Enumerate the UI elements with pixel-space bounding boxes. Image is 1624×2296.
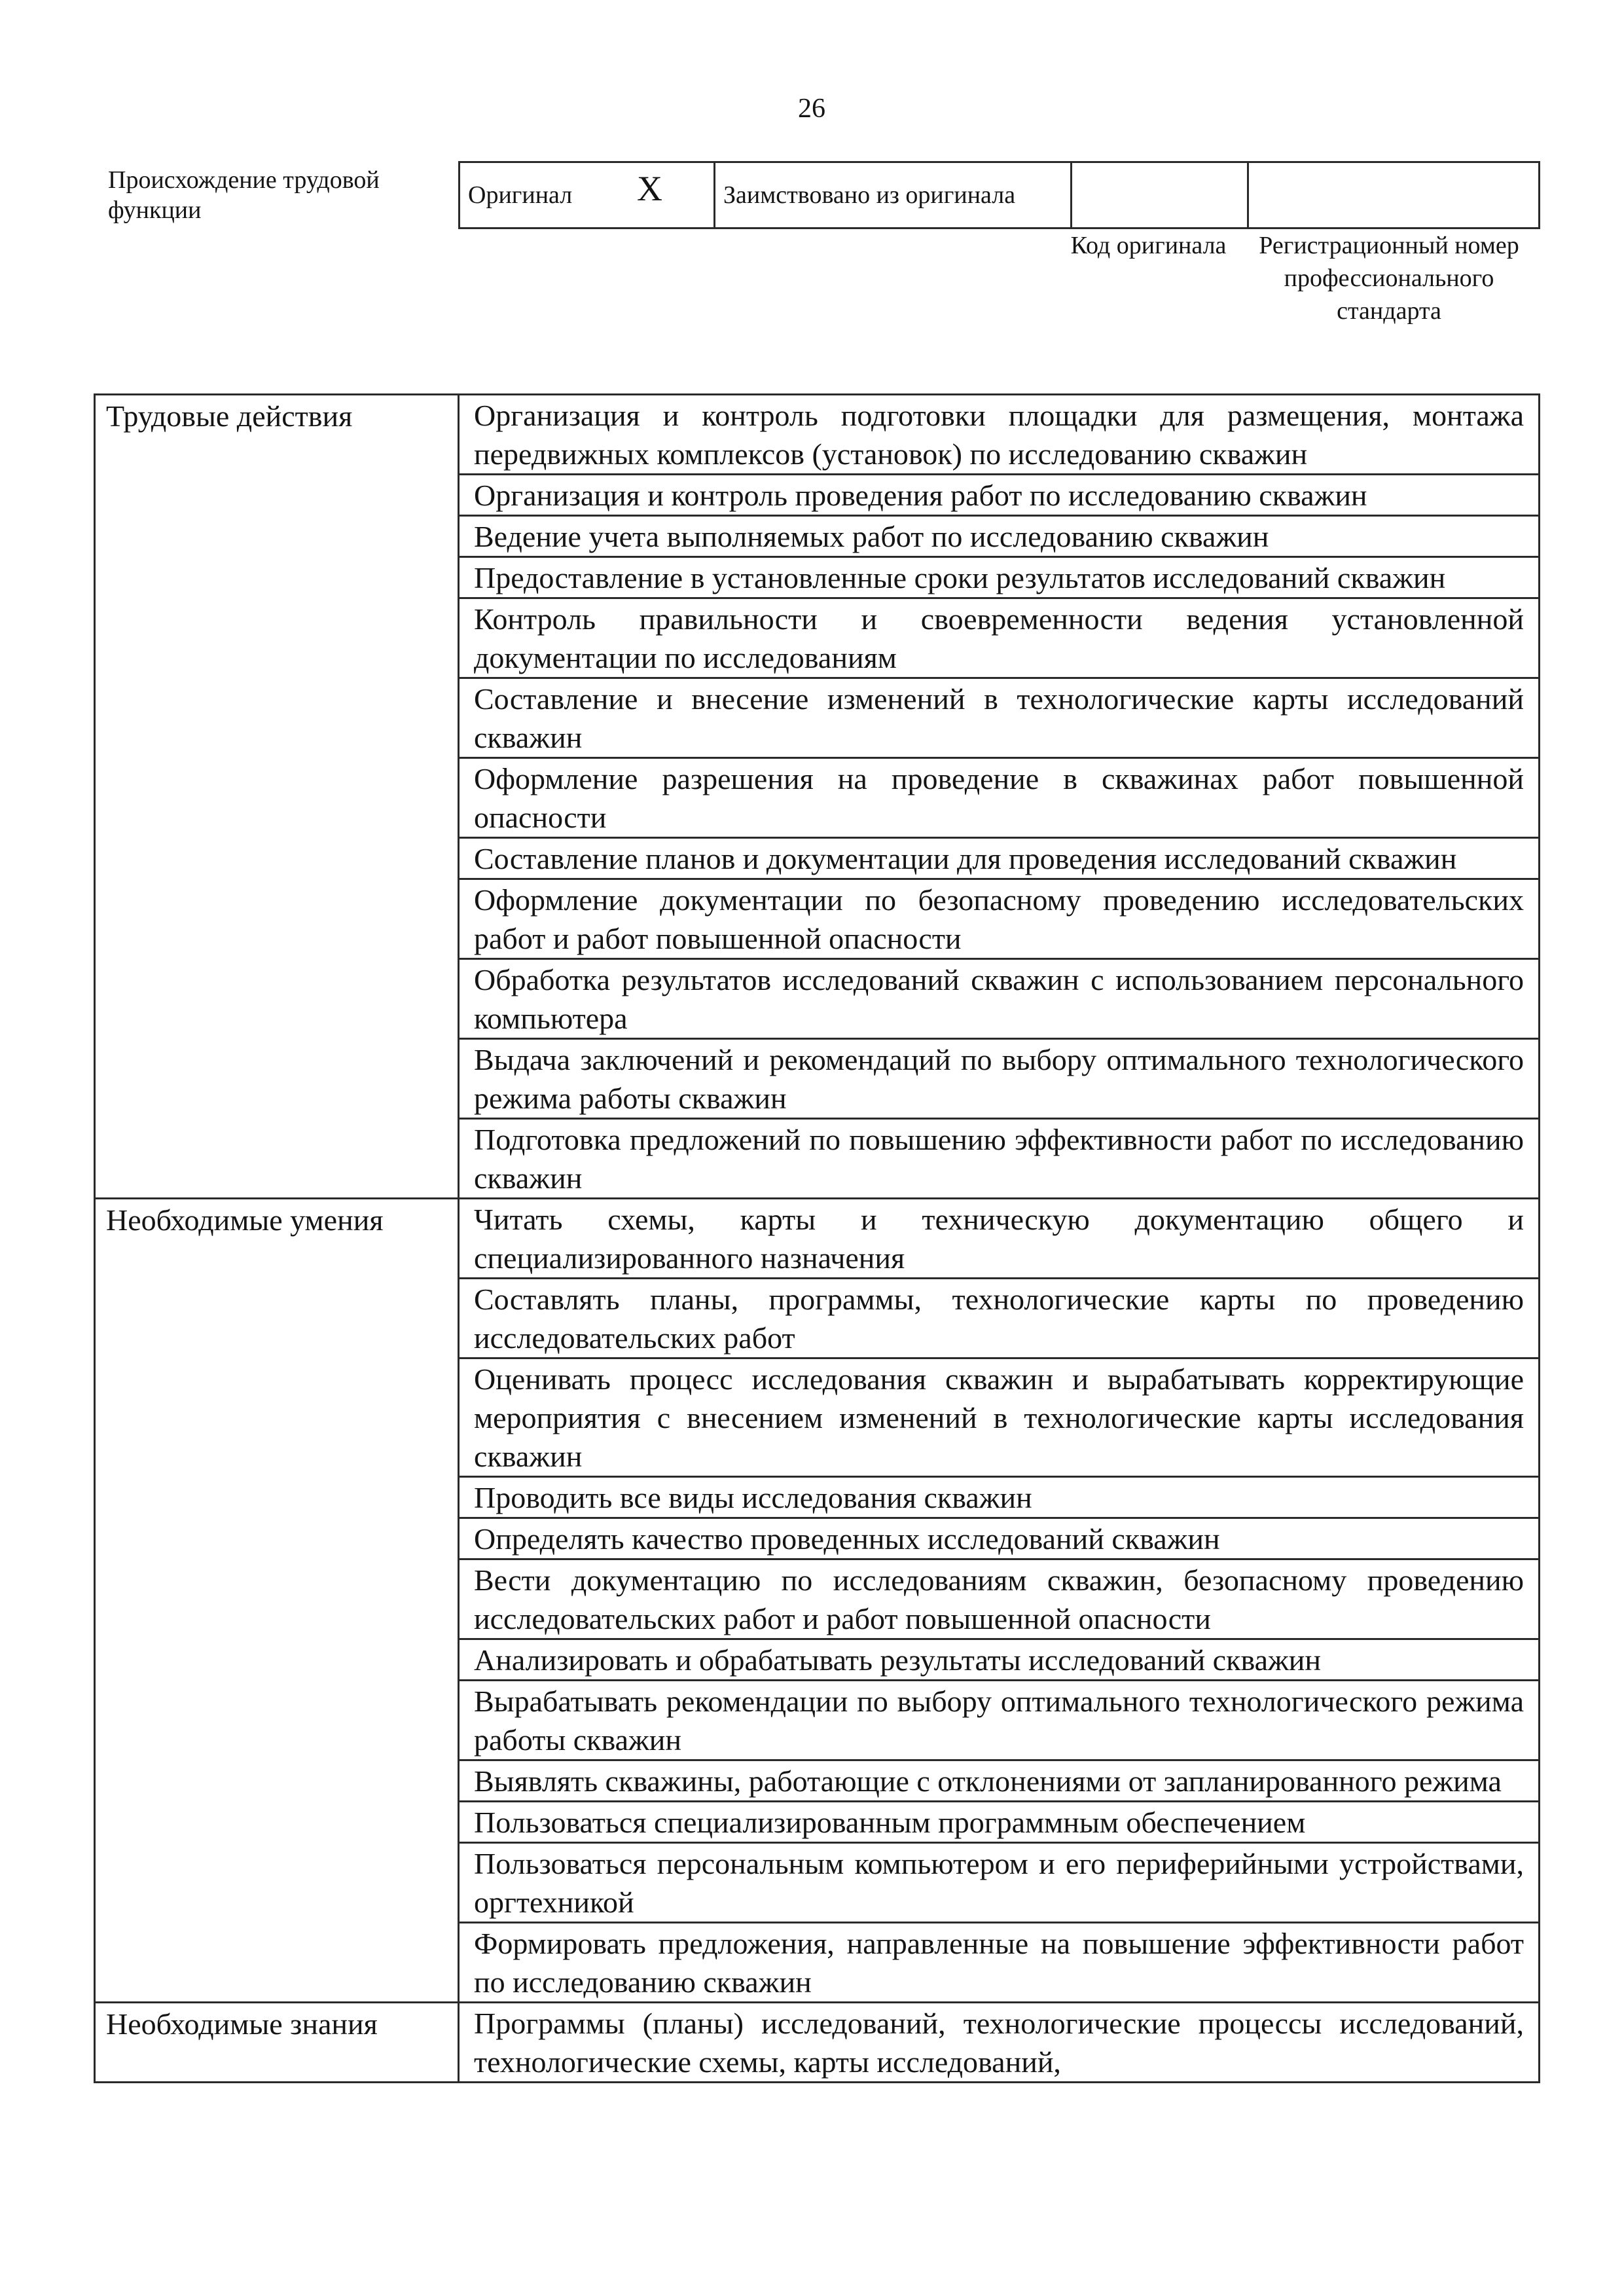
section-item: Организация и контроль проведения работ по исследованию скважин (459, 475, 1540, 516)
section-title: Трудовые действия (95, 395, 459, 1199)
table-row (95, 1199, 1540, 1279)
original-mark: X (637, 169, 662, 208)
page-number: 26 (798, 94, 825, 124)
section-item: Оформление разрешения на проведение в скважинах работ повышенной опасности (459, 758, 1540, 838)
section-item: Проводить все виды исследования скважин (459, 1477, 1540, 1518)
original-label: Оригинал (468, 181, 573, 209)
registration-number-cell (1248, 162, 1540, 228)
original-cell (460, 162, 715, 228)
origin-table (458, 161, 1540, 229)
section-item: Читать схемы, карты и техническую документацию общего и специализированного назначения (459, 1199, 1540, 1279)
section-item: Составлять планы, программы, технологические карты по проведению исследовательских работ (459, 1279, 1540, 1358)
original-code-caption: Код оригинала (1070, 232, 1227, 259)
section-item: Пользоваться специализированным программным обеспечением (459, 1802, 1540, 1843)
section-item: Выявлять скважины, работающие с отклонениями от запланированного режима (459, 1760, 1540, 1802)
section-item: Подготовка предложений по повышению эффективности работ по исследованию скважин (459, 1119, 1540, 1199)
borrowed-cell (715, 162, 1072, 228)
borrowed-label: Заимствовано из оригинала (723, 181, 1016, 209)
section-item: Вести документацию по исследованиям скважин, безопасному проведению исследовательских работ и работ повышенной опасности (459, 1559, 1540, 1639)
section-item: Оценивать процесс исследования скважин и вырабатывать корректирующие мероприятия с внесением изменений в технологические карты исследования скважин (459, 1358, 1540, 1477)
labor-function-table-body (95, 395, 1540, 2083)
section-item: Выдача заключений и рекомендаций по выбору оптимального технологического режима работы скважин (459, 1039, 1540, 1119)
section-item: Предоставление в установленные сроки результатов исследований скважин (459, 557, 1540, 598)
original-code-cell (1072, 162, 1248, 228)
section-item: Составление и внесение изменений в технологические карты исследований скважин (459, 678, 1540, 758)
section-item: Оформление документации по безопасному проведению исследовательских работ и работ повышенной опасности (459, 879, 1540, 959)
labor-function-table (94, 393, 1540, 2083)
section-item: Пользоваться персональным компьютером и его периферийными устройствами, оргтехникой (459, 1843, 1540, 1923)
table-row (95, 2003, 1540, 2083)
section-title: Необходимые умения (95, 1199, 459, 2003)
section-item: Программы (планы) исследований, технологические процессы исследований, технологические схемы, карты исследований, (459, 2003, 1540, 2083)
section-item: Формировать предложения, направленные на повышение эффективности работ по исследованию скважин (459, 1923, 1540, 2003)
registration-number-caption: Регистрационный номер профессионального стандарта (1259, 232, 1519, 325)
section-item: Вырабатывать рекомендации по выбору оптимального технологического режима работы скважин (459, 1681, 1540, 1760)
section-item: Организация и контроль подготовки площадки для размещения, монтажа передвижных комплексов (установок) по исследованию скважин (459, 395, 1540, 475)
section-item: Составление планов и документации для проведения исследований скважин (459, 838, 1540, 879)
table-row (95, 395, 1540, 475)
origin-label: Происхождение трудовой функции (108, 166, 380, 224)
section-item: Ведение учета выполняемых работ по исследованию скважин (459, 516, 1540, 557)
section-item: Обработка результатов исследований скважин с использованием персонального компьютера (459, 959, 1540, 1039)
section-item: Анализировать и обрабатывать результаты исследований скважин (459, 1639, 1540, 1681)
section-item: Контроль правильности и своевременности ведения установленной документации по исследованиям (459, 598, 1540, 678)
section-item: Определять качество проведенных исследований скважин (459, 1518, 1540, 1559)
section-title: Необходимые знания (95, 2003, 459, 2083)
